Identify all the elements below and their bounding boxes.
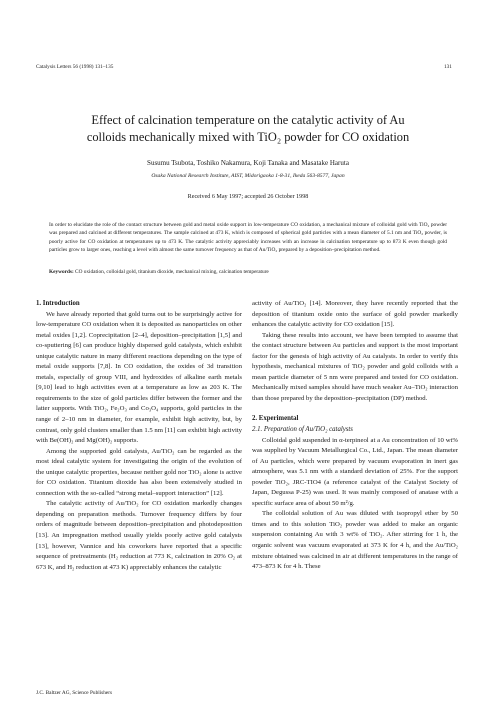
subsection-heading: 2.1. Preparation of Au/TiO₂ catalysts <box>252 426 353 434</box>
received-dates: Received 6 May 1997; accepted 26 October 1998 <box>187 194 309 200</box>
section-heading-introduction: 1. Introduction <box>36 300 80 307</box>
paragraph: The colloidal solution of Au was diluted with isopropyl ether by 50 times and to this solution TiO₂ powder was added to make an organic suspension containing Au with 3 wt% of TiO₂. After stirring for 1 h, the organic solvent was vacuum evaporated at 373 K for 4 h, and the Au/TiO₂ mixture obtained was calcined in air at different temperatures in the range of 473–873 K for 4 h. These <box>252 510 458 571</box>
paragraph: Taking these results into account, we have been tempted to assume that the contact structure between Au particles and support is the most important factor for the genesis of high activity of Au catalysts. In order to verify this hypothesis, mechanical mixtures of TiO₂ powder and gold colloids with a mean particle diameter of 5 nm were prepared and tested for CO oxidation. Mechanically mixed samples should have much weaker Au–TiO₂ interaction than those prepared by the deposition–precipitation (DP) method. <box>252 331 458 402</box>
keywords-label: Keywords: <box>49 269 74 275</box>
paragraph: Among the supported gold catalysts, Au/TiO₂ can be regarded as the most ideal catalytic system for investigating the origin of the evolution of the unique catalytic properties, because neither gold nor TiO₂ alone is active for CO oxidation. Titanium dioxide has also been extensively studied in connection with the so-called “strong metal–support interaction” [12]. <box>36 447 242 497</box>
keywords-text: CO oxidation, colloidal gold, titanium dioxide, mechanical mixing, calcination temperature <box>75 269 269 275</box>
left-column <box>36 299 242 573</box>
journal-citation: Catalysis Letters 56 (1998) 131–135 <box>36 64 114 70</box>
title-line-2: colloids mechanically mixed with TiO₂ powder for CO oxidation <box>86 130 410 144</box>
spacer <box>252 404 458 414</box>
section-heading-experimental: 2. Experimental <box>252 415 299 423</box>
title-line-1: Effect of calcination temperature on the catalytic activity of Au <box>91 113 405 127</box>
keywords <box>49 268 447 276</box>
affiliation: Osaka National Research Institute, AIST, Midorigaoka 1-8-31, Ikeda 563-8577, Japan <box>151 173 345 179</box>
publisher-footer: J.C. Baltzer AG, Science Publishers <box>36 690 113 696</box>
paragraph: The catalytic activity of Au/TiO₂ for CO oxidation markedly changes depending on preparation methods. Turnover frequency differs by four orders of magnitude between deposition–precipitation and photodeposition [13]. An impregnation method usually yields poorly active gold catalysts [13], however, Vannice and his coworkers have reported that a specific sequence of pretreatments (H₂ reduction at 773 K, calcination in 20% O₂ at 673 K, and H₂ reduction at 473 K) appreciably enhances the catalytic <box>36 500 242 571</box>
page-number: 131 <box>444 64 452 70</box>
author-list: Susumu Tsubota, Toshiko Nakamura, Koji Tanaka and Masatake Haruta <box>147 159 349 167</box>
paper-title <box>30 112 466 146</box>
paragraph: We have already reported that gold turns out to be surprisingly active for low-temperature CO oxidation when it is deposited as nanoparticles on other metal oxides [1,2]. Coprecipitation [2–4], deposition–precipitation [1,5] and co-sputtering [6] can produce highly dispersed gold catalysts, which exhibit unique catalytic nature in many different reactions depending on the type of metal oxide supports [7,8]. In CO oxidation, the oxides of 3d transition metals, especially of group VIII, and hydroxides of alkaline earth metals [9,10] lead to high activities even at a temperature as low as 203 K. The requirements to the size of gold particles differ between the former and the latter supports. With TiO₂, Fe₂O₃ and Co₃O₄ supports, gold particles in the range of 2–10 nm in diameter, for example, exhibit high activity, but, by contrast, only gold clusters smaller than 1.5 nm [11] can exhibit high activity with Be(OH)₂ and Mg(OH)₂ supports. <box>36 310 242 445</box>
paragraph: activity of Au/TiO₂ [14]. Moreover, they have recently reported that the deposition of titanium oxide onto the surface of gold powder markedly enhances the catalytic activity for CO oxidation [15]. <box>252 300 458 329</box>
abstract: In order to elucidate the role of the contact structure between gold and metal oxide support in low-temperature CO oxidation, a mechanical mixture of colloidal gold with TiO₂ powder was prepared and calcined at different temperatures. The sample calcined at 473 K, which is composed of spherical gold particles with a mean diameter of 5.1 nm and TiO₂ powder, is poorly active for CO oxidation at temperatures up to 473 K. The catalytic activity appreciably increases with an increase in calcination temperature up to 873 K even though gold particles grow to larger ones, reaching a level with almost the same turnover frequency as that of Au/TiO₂ prepared by a deposition–precipitation method. <box>49 222 447 253</box>
paragraph: Colloidal gold suspended in α-terpineol at a Au concentration of 10 wt% was supplied by Vacuum Metallurgical Co., Ltd., Japan. The mean diameter of Au particles, which were prepared by vacuum evaporation in inert gas atmosphere, was 5.1 nm with a standard deviation of 25%. For the support powder TiO₂, JRC-TIO4 (a reference catalyst of the Catalyst Society of Japan, Degussa P-25) was used. It was mainly composed of anatase with a specific surface area of about 50 m²/g. <box>252 436 458 507</box>
right-column <box>252 299 458 573</box>
